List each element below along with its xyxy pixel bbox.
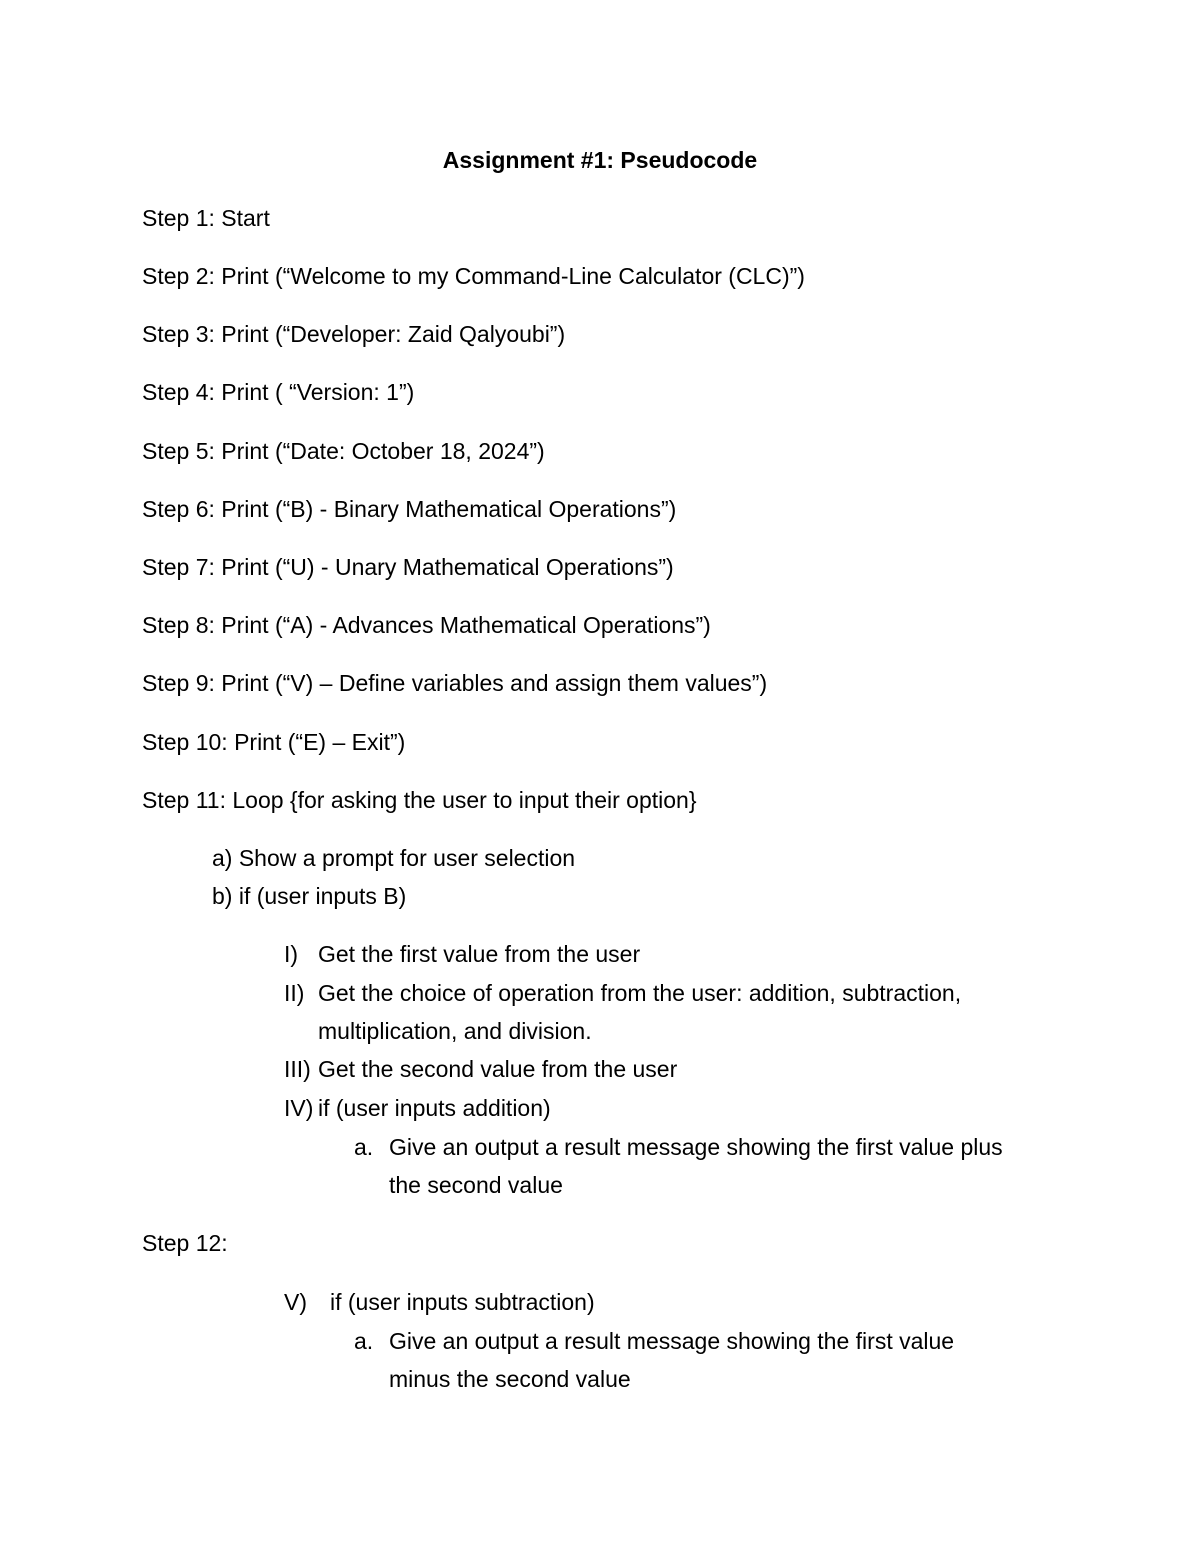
step-1: Step 1: Start — [142, 205, 270, 231]
roman-item-3: Get the second value from the user — [318, 1056, 678, 1082]
subtraction-sub-text-continued: minus the second value — [389, 1366, 631, 1392]
subtraction-sub-marker: a. — [354, 1328, 374, 1354]
addition-sub-text: Give an output a result message showing the first value plus — [389, 1134, 1003, 1160]
roman-item-4: if (user inputs addition) — [318, 1095, 551, 1121]
step-9: Step 9: Print (“V) – Define variables and assign them values”) — [142, 670, 768, 696]
roman-numeral-4: IV) — [284, 1095, 314, 1121]
roman-numeral-1: I) — [284, 941, 299, 967]
step-5: Step 5: Print (“Date: October 18, 2024”) — [142, 438, 545, 464]
step-10: Step 10: Print (“E) – Exit”) — [142, 729, 406, 755]
step-7: Step 7: Print (“U) - Unary Mathematical Operations”) — [142, 554, 674, 580]
addition-sub-text-continued: the second value — [389, 1172, 563, 1198]
step-4: Step 4: Print ( “Version: 1”) — [142, 379, 415, 405]
roman-item-1: Get the first value from the user — [318, 941, 641, 967]
roman-numeral-5: V) — [284, 1289, 307, 1315]
roman-item-2: Get the choice of operation from the user: addition, subtraction, — [318, 980, 962, 1006]
roman-item-2-continued: multiplication, and division. — [318, 1018, 592, 1044]
step-2: Step 2: Print (“Welcome to my Command-Line Calculator (CLC)”) — [142, 263, 805, 289]
roman-item-5: if (user inputs subtraction) — [330, 1289, 595, 1315]
step-12: Step 12: — [142, 1230, 228, 1256]
step-11-item-a: a) Show a prompt for user selection — [212, 845, 576, 871]
roman-numeral-2: II) — [284, 980, 305, 1006]
subtraction-sub-text: Give an output a result message showing the first value — [389, 1328, 955, 1354]
step-3: Step 3: Print (“Developer: Zaid Qalyoubi”) — [142, 321, 566, 347]
step-6: Step 6: Print (“B) - Binary Mathematical Operations”) — [142, 496, 677, 522]
addition-sub-marker: a. — [354, 1134, 374, 1160]
step-11: Step 11: Loop {for asking the user to input their option} — [142, 787, 697, 813]
roman-numeral-3: III) — [284, 1056, 311, 1082]
step-11-item-b: b) if (user inputs B) — [212, 883, 407, 909]
page-title: Assignment #1: Pseudocode — [442, 147, 758, 173]
step-8: Step 8: Print (“A) - Advances Mathematical Operations”) — [142, 612, 711, 638]
